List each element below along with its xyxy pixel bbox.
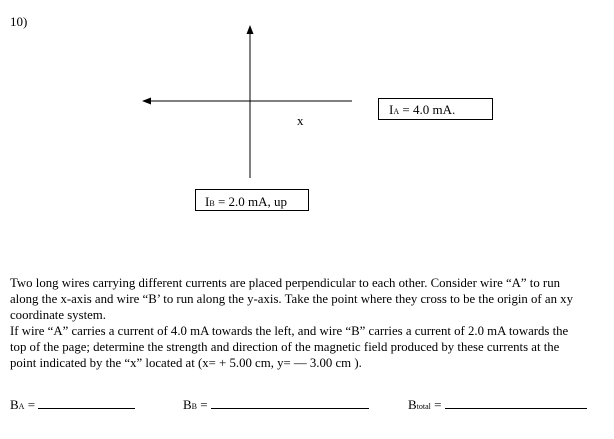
wire-a-current-label [378,98,493,120]
wire-b-arrowhead [247,25,254,34]
ba-equals: = [24,397,39,412]
ba-subscript: A [18,402,25,411]
btotal-answer-blank[interactable] [445,396,587,409]
problem-statement [10,275,610,371]
answer-row [0,396,614,416]
btotal-symbol: B [408,397,417,412]
problem-line: top of the page; determine the strength and direction of the magnetic field produced by these currents at the [10,340,560,354]
answer-ba [10,396,135,413]
answer-bb [183,396,369,413]
wire-b-subscript: B [209,199,215,208]
bb-symbol: B [183,397,192,412]
problem-line: If wire “A” carries a current of 4.0 mA towards the left, and wire “B” carries a current of 2.0 mA towards the [10,324,569,338]
ba-symbol: B [10,397,19,412]
wire-a-subscript: A [393,107,400,116]
problem-line: along the x-axis and wire “B’ to run along the y-axis. Take the point where they cross to be the origin of an xy [10,292,573,306]
bb-equals: = [197,397,211,412]
btotal-equals: = [430,397,445,412]
answer-btotal [408,396,587,413]
wire-a-value: = 4.0 mA. [399,102,456,117]
problem-line: Two long wires carrying different currents are placed perpendicular to each other. Consider wire “A” to run [10,276,560,290]
wire-a-symbol: I [389,102,394,117]
wire-b-current-label [195,189,309,211]
bb-subscript: B [191,402,198,411]
btotal-subscript: total [416,402,431,411]
field-point-marker: x [297,113,304,128]
wire-a-arrowhead [142,98,151,105]
problem-line: point indicated by the “x” located at (x= + 5.00 cm, y= — 3.00 cm ). [10,356,362,370]
question-number: 10) [10,14,28,29]
wire-b-value: = 2.0 mA, up [214,194,288,209]
wire-b-symbol: I [205,194,210,209]
bb-answer-blank[interactable] [211,396,369,409]
ba-answer-blank[interactable] [38,396,135,409]
problem-line: coordinate system. [10,308,106,322]
